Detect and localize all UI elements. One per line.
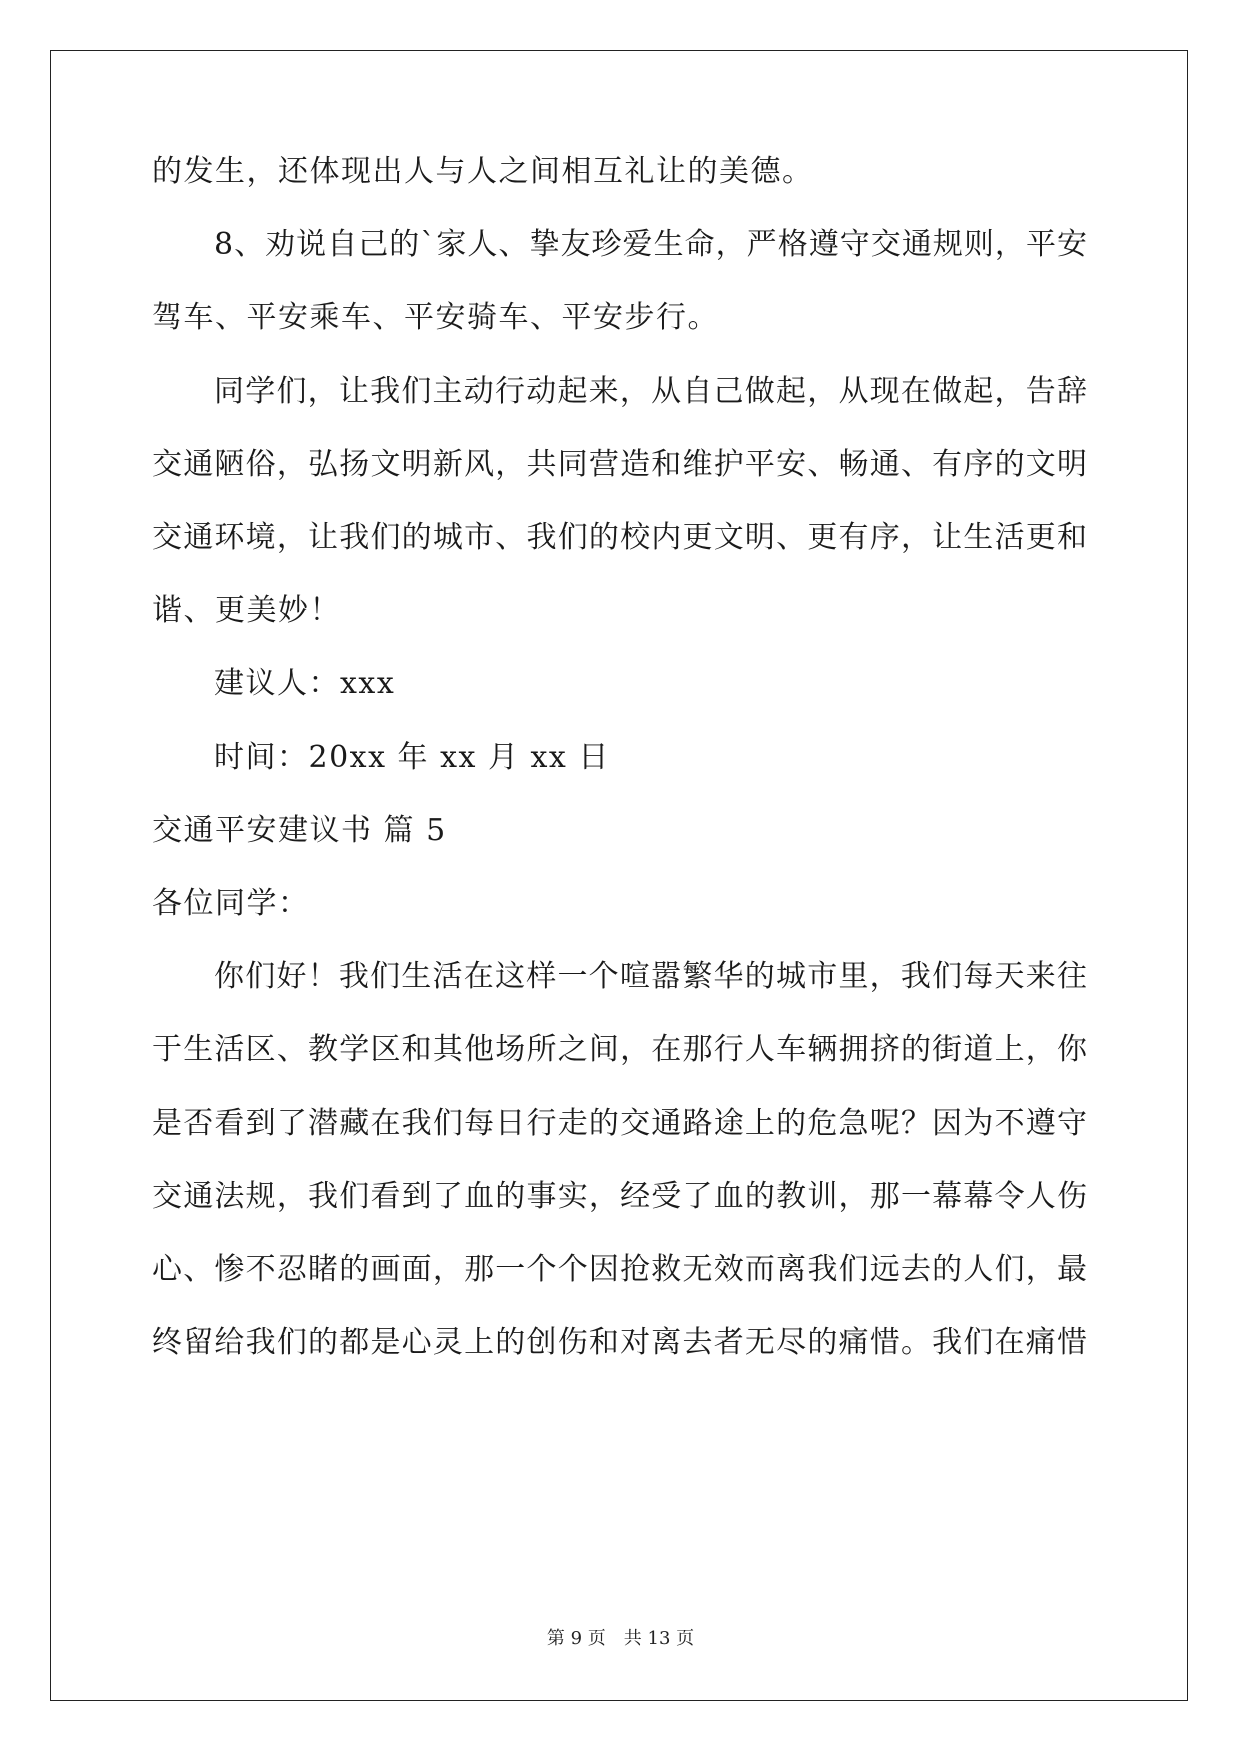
page-number-footer: 第 9 页 共 13 页 <box>546 1628 695 1649</box>
text-line-5: 交通陋俗，弘扬文明新风，共同营造和维护平安、畅通、有序的文明 <box>152 447 1087 482</box>
text-line-4: 同学们，让我们主动行动起来，从自己做起，从现在做起，告辞 <box>214 374 1087 409</box>
text-line-14: 是否看到了潜藏在我们每日行走的交通路途上的危急呢？因为不遵守 <box>152 1106 1087 1141</box>
text-line-12: 你们好！我们生活在这样一个喧嚣繁华的城市里，我们每天来往 <box>214 959 1087 994</box>
salutation: 各位同学： <box>152 886 310 921</box>
section-heading: 交通平安建议书 篇 5 <box>152 813 447 848</box>
text-line-3: 驾车、平安乘车、平安骑车、平安步行。 <box>152 300 719 335</box>
text-line-13: 于生活区、教学区和其他场所之间，在那行人车辆拥挤的街道上，你 <box>152 1032 1087 1067</box>
text-line-16: 心、惨不忍睹的画面，那一个个因抢救无效而离我们远去的人们，最 <box>152 1252 1087 1287</box>
text-line-17: 终留给我们的都是心灵上的创伤和对离去者无尽的痛惜。我们在痛惜 <box>152 1325 1087 1360</box>
text-line-15: 交通法规，我们看到了血的事实，经受了血的教训，那一幕幕令人伤 <box>152 1179 1087 1214</box>
text-line-7: 谐、更美妙！ <box>152 593 341 628</box>
signer-line: 建议人：xxx <box>214 666 396 701</box>
date-line: 时间：20xx 年 xx 月 xx 日 <box>214 740 610 775</box>
text-line-2: 8、劝说自己的`家人、挚友珍爱生命，严格遵守交通规则，平安 <box>214 227 1087 262</box>
text-line-1: 的发生，还体现出人与人之间相互礼让的美德。 <box>152 154 814 189</box>
text-line-6: 交通环境，让我们的城市、我们的校内更文明、更有序，让生活更和 <box>152 520 1087 555</box>
